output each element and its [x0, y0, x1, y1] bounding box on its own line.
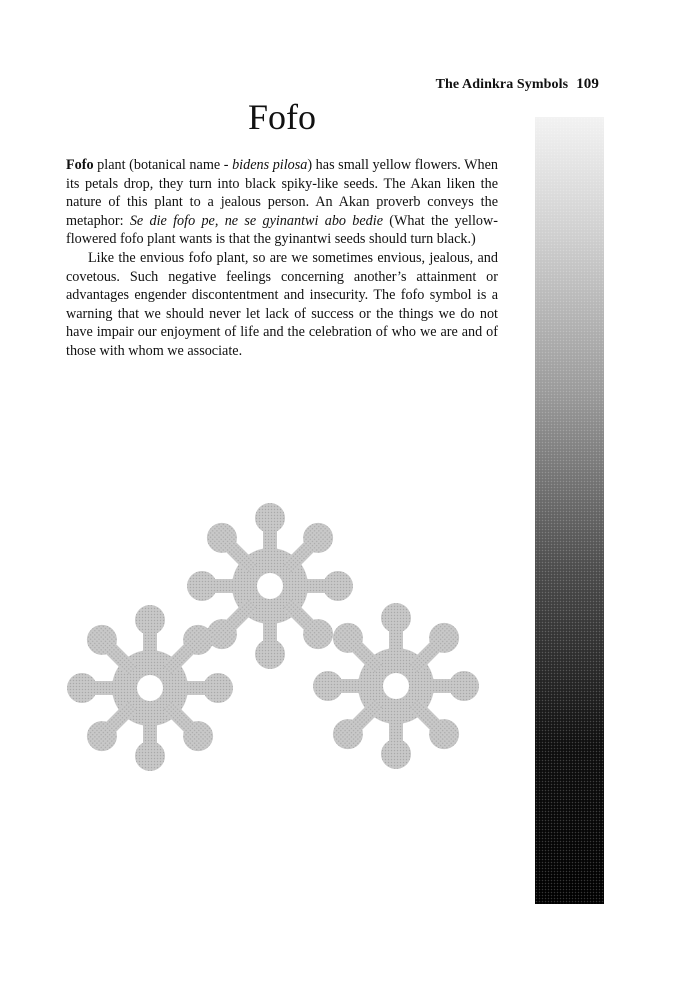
section-title: Fofo [247, 97, 316, 137]
page-number: 109 [576, 76, 599, 92]
fofo-symbol-right [313, 603, 479, 769]
fofo-symbols-svg [60, 490, 480, 780]
article-body [66, 156, 498, 361]
running-title: The Adinkra Symbols [435, 77, 569, 92]
fofo-symbol-left [67, 605, 233, 771]
lead-term: Fofo [66, 157, 94, 173]
fofo-symbols-illustration [60, 490, 480, 780]
akan-proverb: Se die fofo pe, ne se gyinantwi abo bedie [129, 212, 384, 229]
p1-text-b: ) has small yellow flowers. When its petals drop, they turn into black spiky-like seeds. The Akan liken the nature of this plant to a jealous person. An Akan proverb conveys the metaphor: [66, 157, 498, 229]
botanical-name: bidens pilosa [232, 157, 308, 173]
p1-text-a: plant (botanical name - [93, 157, 233, 173]
p1-text-c: (What the yellow-flowered fofo plant wants is that the gyinantwi seeds should turn black.) [66, 212, 498, 248]
running-head [436, 76, 599, 93]
gradient-sidebar [535, 117, 604, 904]
paragraph-1 [66, 156, 498, 249]
paragraph-2: Like the envious fofo plant, so are we sometimes envious, jealous, and covetous. Such negative feelings concerning another’s attainment or advantages engender discontentment and insecurity. The fofo symbol is a warning that we should never let lack of success or the things we do not have impair our enjoyment of life and the celebration of who we are and of those with whom we associate. [66, 249, 498, 359]
